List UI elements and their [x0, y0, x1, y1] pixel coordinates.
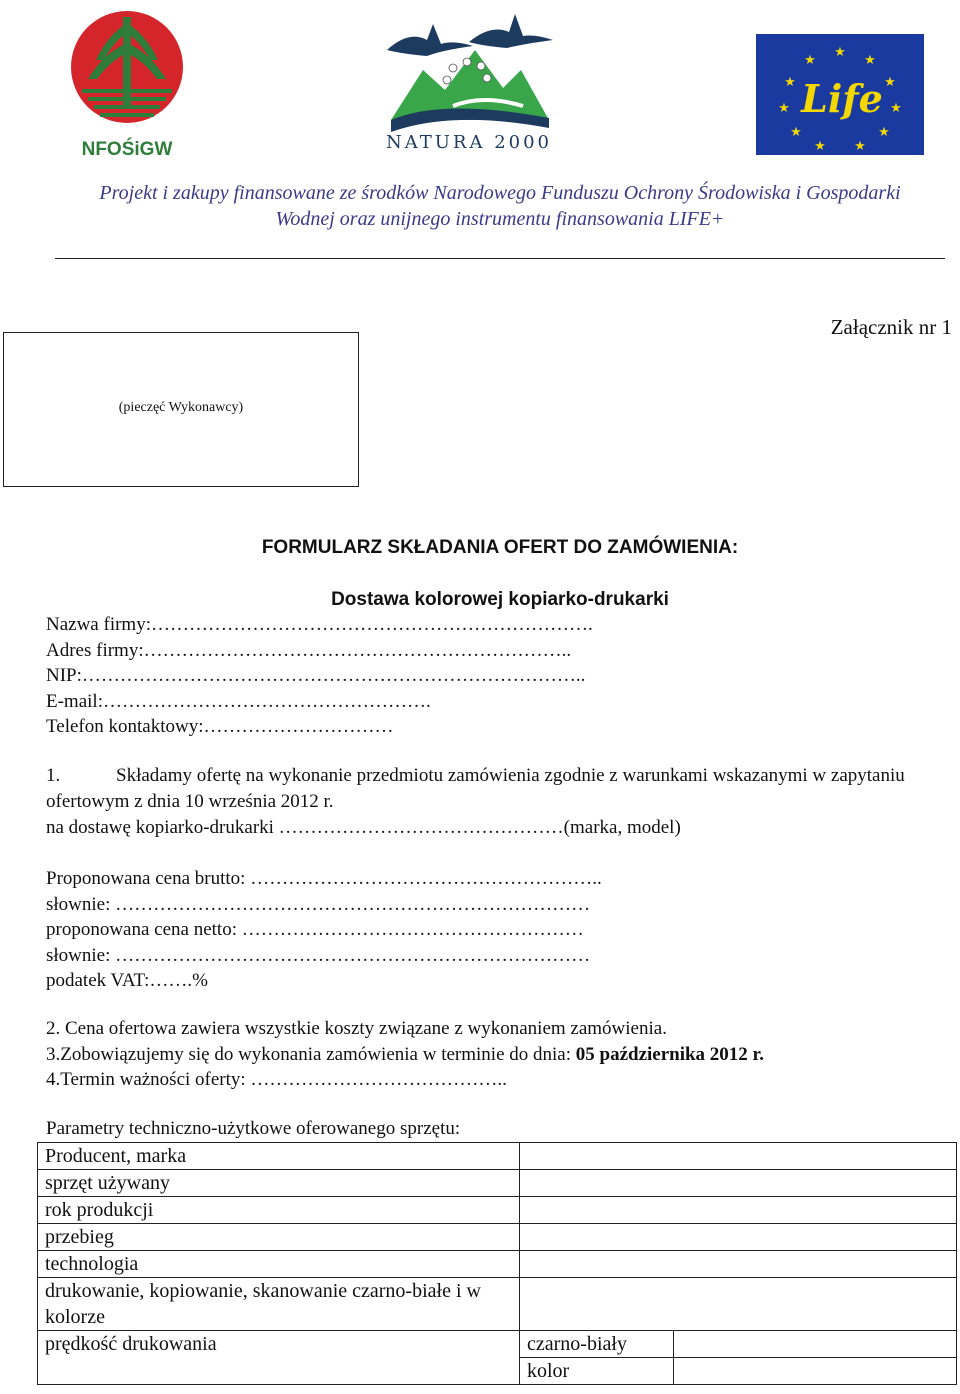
- validity-field[interactable]: 4.Termin ważności oferty: …………………………………..: [46, 1069, 507, 1090]
- email-field[interactable]: E-mail:…………………………………………….: [46, 690, 431, 712]
- point-3: [46, 1042, 764, 1068]
- table-row: [38, 1224, 957, 1251]
- price-fields: [46, 866, 602, 994]
- table-row: [38, 1170, 957, 1197]
- gross-price-words-field[interactable]: słownie: …………………………………………………………………: [46, 893, 591, 915]
- natura2000-logo: [383, 10, 555, 152]
- company-fields: [46, 612, 593, 740]
- speed-option-label: czarno-biały: [520, 1331, 674, 1358]
- point-3-date: 05 października 2012 r.: [575, 1043, 764, 1065]
- table-row: [38, 1331, 957, 1358]
- param-value-cell[interactable]: [520, 1251, 957, 1278]
- param-label: rok produkcji: [38, 1197, 520, 1224]
- svg-text:★: ★: [834, 45, 846, 60]
- param-value-cell[interactable]: [520, 1278, 957, 1331]
- offer-model-field[interactable]: na dostawę kopiarko-drukarki ………………………………………(marka, model): [46, 817, 681, 838]
- param-value-cell[interactable]: [520, 1170, 957, 1197]
- nfosigw-logo: [68, 5, 186, 160]
- contractor-stamp-box: [3, 332, 359, 487]
- company-name-field[interactable]: Nazwa firmy:…………………………………………………………….: [46, 614, 593, 635]
- point-3-text: 3.Zobowiązujemy się do wykonania zamówienia w terminie do dnia:: [46, 1043, 576, 1065]
- svg-text:★: ★: [778, 101, 790, 116]
- param-label: przebieg: [38, 1224, 520, 1251]
- svg-text:★: ★: [814, 139, 826, 154]
- param-label: sprzęt używany: [38, 1170, 520, 1197]
- nfosigw-logo-text: NFOŚiGW: [81, 139, 173, 160]
- gross-price-field[interactable]: Proponowana cena brutto: ………………………………………………..: [46, 868, 602, 889]
- param-label: Producent, marka: [38, 1143, 520, 1170]
- param-value-cell[interactable]: [520, 1224, 957, 1251]
- life-logo: [756, 34, 924, 155]
- form-title: FORMULARZ SKŁADANIA OFERT DO ZAMÓWIENIA:: [261, 537, 739, 558]
- svg-text:★: ★: [878, 125, 890, 140]
- svg-text:★: ★: [884, 75, 896, 90]
- natura2000-logo-text: NATURA 2000: [385, 132, 553, 152]
- net-price-words-field[interactable]: słownie: …………………………………………………………………: [46, 944, 591, 966]
- offer-terms: [46, 1016, 764, 1093]
- form-subtitle: Dostawa kolorowej kopiarko-drukarki: [331, 589, 669, 610]
- speed-option-label: kolor: [520, 1358, 674, 1385]
- table-row: [38, 1197, 957, 1224]
- table-row: [38, 1143, 957, 1170]
- param-label: technologia: [38, 1251, 520, 1278]
- params-table: [37, 1142, 957, 1385]
- param-label: drukowanie, kopiowanie, skanowanie czarno-białe i w kolorze: [38, 1278, 520, 1331]
- funding-note: [0, 180, 960, 232]
- param-value-cell[interactable]: [674, 1331, 957, 1358]
- param-value-cell[interactable]: [520, 1197, 957, 1224]
- funding-line-1: Projekt i zakupy finansowane ze środków Narodowego Funduszu Ochrony Środowiska i Gospodarki: [99, 182, 901, 204]
- point-1-text: Składamy ofertę na wykonanie przedmiotu zamówienia zgodnie z warunkami wskazanymi w zapytaniu ofertowym z dnia 10 września 2012 r.: [46, 765, 905, 812]
- svg-text:★: ★: [804, 53, 816, 68]
- param-value-cell[interactable]: [674, 1358, 957, 1385]
- svg-text:★: ★: [864, 53, 876, 68]
- nip-field[interactable]: NIP:……………………………………………………………………..: [46, 665, 586, 686]
- point-1: [46, 763, 956, 815]
- company-address-field[interactable]: Adres firmy:…………………………………………………………..: [46, 639, 572, 661]
- point-2: 2. Cena ofertowa zawiera wszystkie koszty związane z wykonaniem zamówienia.: [46, 1018, 667, 1039]
- svg-text:★: ★: [890, 101, 902, 116]
- net-price-field[interactable]: proponowana cena netto: ………………………………………………: [46, 919, 584, 940]
- svg-text:★: ★: [784, 75, 796, 90]
- annex-label: Załącznik nr 1: [830, 315, 952, 339]
- param-label: prędkość drukowania: [38, 1331, 520, 1385]
- table-row: [38, 1251, 957, 1278]
- svg-text:★: ★: [854, 139, 866, 154]
- point-1-number: 1.: [46, 765, 61, 786]
- funding-line-2: Wodnej oraz unijnego instrumentu finansowania LIFE+: [275, 208, 725, 230]
- params-title: Parametry techniczno-użytkowe oferowanego sprzętu:: [46, 1118, 461, 1139]
- param-value-cell[interactable]: [520, 1143, 957, 1170]
- table-row: [38, 1278, 957, 1331]
- header-divider: [55, 258, 945, 259]
- life-logo-text: Life: [801, 76, 883, 121]
- svg-text:★: ★: [790, 125, 802, 140]
- stamp-label: (pieczęć Wykonawcy): [118, 400, 244, 415]
- phone-field[interactable]: Telefon kontaktowy:…………………………: [46, 716, 394, 737]
- vat-field[interactable]: podatek VAT:…….%: [46, 970, 208, 991]
